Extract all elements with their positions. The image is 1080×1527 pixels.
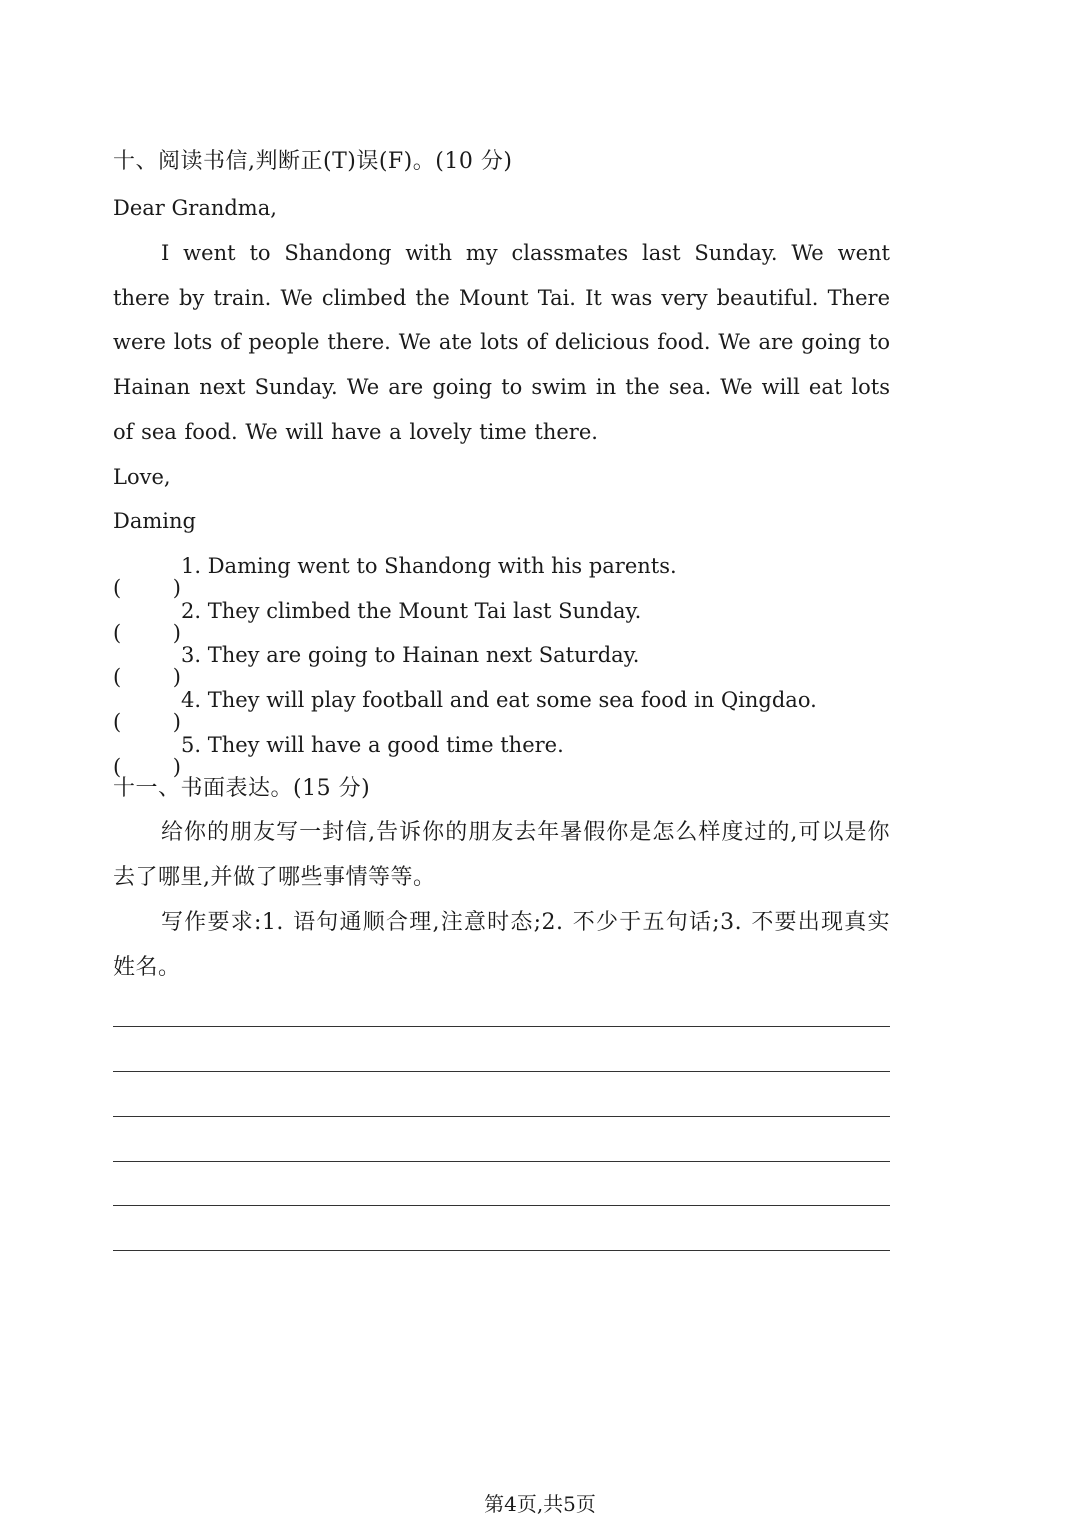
section-11-heading: 十一、书面表达。(15 分) [113, 776, 371, 801]
answer-line[interactable] [113, 1026, 890, 1027]
letter-body: I went to Shandong with my classmates last Sunday. We went there by train. We climbed the Mount Tai. It was very beautiful. There were lots of people there. We ate lots of delicious food. We are going to Hainan next Sunday. We are going to swim in the sea. We will eat lots of sea food. We will have a lovely time there. [113, 241, 890, 444]
letter-signature: Daming [113, 509, 196, 533]
page-number: 第4页,共5页 [484, 1492, 596, 1516]
question-row: ( ) 4. They will play football and eat some sea food in Qingdao. [113, 688, 817, 734]
question-text: 2. They climbed the Mount Tai last Sunday. [181, 599, 642, 623]
exam-page [113, 0, 890, 1527]
section-10-heading: 十、阅读书信,判断正(T)误(F)。(10 分) [113, 149, 513, 174]
question-text: 3. They are going to Hainan next Saturday. [181, 643, 640, 667]
answer-line[interactable] [113, 1071, 890, 1072]
answer-line[interactable] [113, 1116, 890, 1117]
writing-prompt: 给你的朋友写一封信,告诉你的朋友去年暑假你是怎么样度过的,可以是你去了哪里,并做了哪些事情等等。 [113, 820, 890, 890]
letter-greeting: Dear Grandma, [113, 196, 277, 220]
question-text: 1. Daming went to Shandong with his parents. [181, 554, 677, 578]
question-row: ( ) 5. They will have a good time there. [113, 733, 564, 779]
question-row: ( ) 2. They climbed the Mount Tai last Sunday. [113, 599, 642, 645]
question-text: 4. They will play football and eat some sea food in Qingdao. [181, 688, 817, 712]
answer-line[interactable] [113, 1205, 890, 1206]
writing-requirements: 写作要求:1. 语句通顺合理,注意时态;2. 不少于五句话;3. 不要出现真实姓名。 [113, 910, 890, 980]
answer-line[interactable] [113, 1161, 890, 1162]
answer-line[interactable] [113, 1250, 890, 1251]
question-text: 5. They will have a good time there. [181, 733, 564, 757]
letter-closing: Love, [113, 465, 171, 489]
question-row: ( ) 3. They are going to Hainan next Saturday. [113, 643, 640, 689]
question-row: ( ) 1. Daming went to Shandong with his parents. [113, 554, 677, 600]
